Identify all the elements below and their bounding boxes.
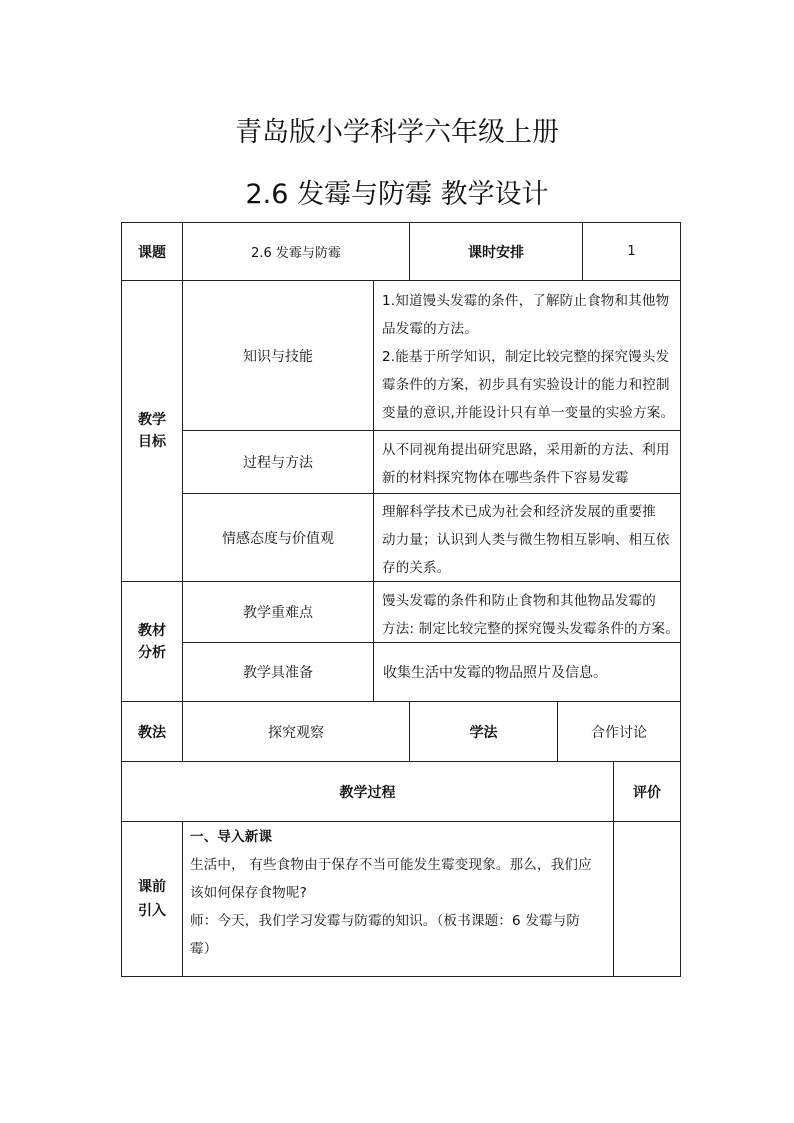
emotion-label: 情感态度与价值观 — [222, 530, 334, 547]
topic-label-cell — [121, 222, 183, 281]
knowledge-line: 2.能基于所学知识，制定比较完整的探究馒头发 — [382, 349, 670, 365]
knowledge-line: 品发霉的方法。 — [382, 321, 478, 337]
intro-line: 该如何保存食物呢? — [190, 885, 307, 901]
learn-method-value: 合作讨论 — [591, 724, 647, 741]
topic-label: 课题 — [138, 244, 166, 261]
process-method-line: 从不同视角提出研究思路，采用新的方法、利用 — [382, 442, 670, 458]
intro-line: 生活中， 有些食物由于保存不当可能发生霉变现象。那么，我们应 — [190, 857, 592, 873]
goals-label-line2: 目标 — [138, 434, 166, 450]
intro-line: 霉） — [190, 941, 218, 957]
emotion-line: 理解科学技术已成为社会和经济发展的重要推 — [382, 504, 656, 520]
intro-label-line2: 引入 — [138, 903, 166, 919]
topic-value: 2.6 发霉与防霉 — [251, 246, 341, 261]
schedule-value: 1 — [627, 244, 636, 259]
process-method-label: 过程与方法 — [243, 455, 313, 471]
teach-method-value-cell — [182, 701, 410, 762]
learn-method-value-cell — [557, 701, 681, 762]
document-title: 青岛版小学科学六年级上册 — [235, 117, 559, 148]
emotion-content — [382, 498, 678, 582]
intro-heading: 一、导入新课 — [190, 829, 273, 845]
goals-label-cell — [121, 280, 183, 582]
emotion-line: 动力量；认识到人类与微生物相互影响、相互依 — [382, 532, 670, 548]
key-points-label-cell — [182, 581, 374, 643]
key-points-line: 馒头发霉的条件和防止食物和其他物品发霉的 — [382, 593, 656, 609]
knowledge-line: 1.知道馒头发霉的条件，了解防止食物和其他物 — [382, 293, 670, 309]
emotion-line: 存的关系。 — [382, 560, 451, 576]
teach-method-value: 探究观察 — [268, 724, 324, 741]
knowledge-line: 霉条件的方案，初步具有实验设计的能力和控制 — [382, 377, 670, 393]
topic-value-cell — [182, 222, 410, 281]
prep-label-cell — [182, 642, 374, 702]
learn-method-label: 学法 — [469, 724, 498, 741]
document-subtitle: 2.6 发霉与防霉 教学设计 — [245, 179, 549, 210]
prep-label: 教学具准备 — [243, 665, 313, 681]
analysis-label-cell — [121, 581, 183, 702]
schedule-value-cell — [582, 222, 681, 281]
intro-label-line1: 课前 — [138, 879, 166, 895]
process-method-label-cell — [182, 430, 374, 494]
intro-label-cell — [121, 821, 183, 977]
evaluation-header: 评价 — [633, 784, 661, 801]
learn-method-label-cell — [409, 701, 558, 762]
knowledge-label-cell — [182, 280, 374, 431]
process-method-line: 新的材料探究物体在哪些条件下容易发霉 — [382, 470, 629, 486]
teach-method-label: 教法 — [138, 724, 166, 741]
key-points-line: 方法: 制定比较完整的探究馒头发霉条件的方案。 — [382, 621, 679, 637]
prep-content-cell — [373, 642, 681, 702]
process-header: 教学过程 — [339, 784, 396, 801]
key-points-content — [382, 587, 680, 643]
knowledge-content — [382, 287, 678, 427]
intro-content — [190, 823, 612, 963]
analysis-label-line2: 分析 — [138, 644, 166, 661]
knowledge-line: 变量的意识,并能设计只有单一变量的实验方案。 — [382, 405, 675, 421]
analysis-label-line1: 教材 — [138, 622, 166, 639]
goals-label-line1: 教学 — [138, 412, 166, 428]
intro-evaluation-cell — [613, 821, 681, 977]
teach-method-label-cell — [121, 701, 183, 762]
emotion-label-cell — [182, 493, 374, 582]
intro-line: 师：今天，我们学习发霉与防霉的知识。（板书课题：6 发霉与防 — [190, 913, 581, 929]
knowledge-label: 知识与技能 — [243, 348, 313, 365]
key-points-label: 教学重难点 — [243, 605, 313, 621]
process-header-cell — [121, 761, 614, 822]
process-method-content — [382, 436, 678, 492]
prep-content: 收集生活中发霉的物品照片及信息。 — [383, 665, 607, 681]
schedule-label: 课时安排 — [468, 244, 524, 261]
schedule-label-cell — [409, 222, 583, 281]
evaluation-header-cell — [613, 761, 681, 822]
